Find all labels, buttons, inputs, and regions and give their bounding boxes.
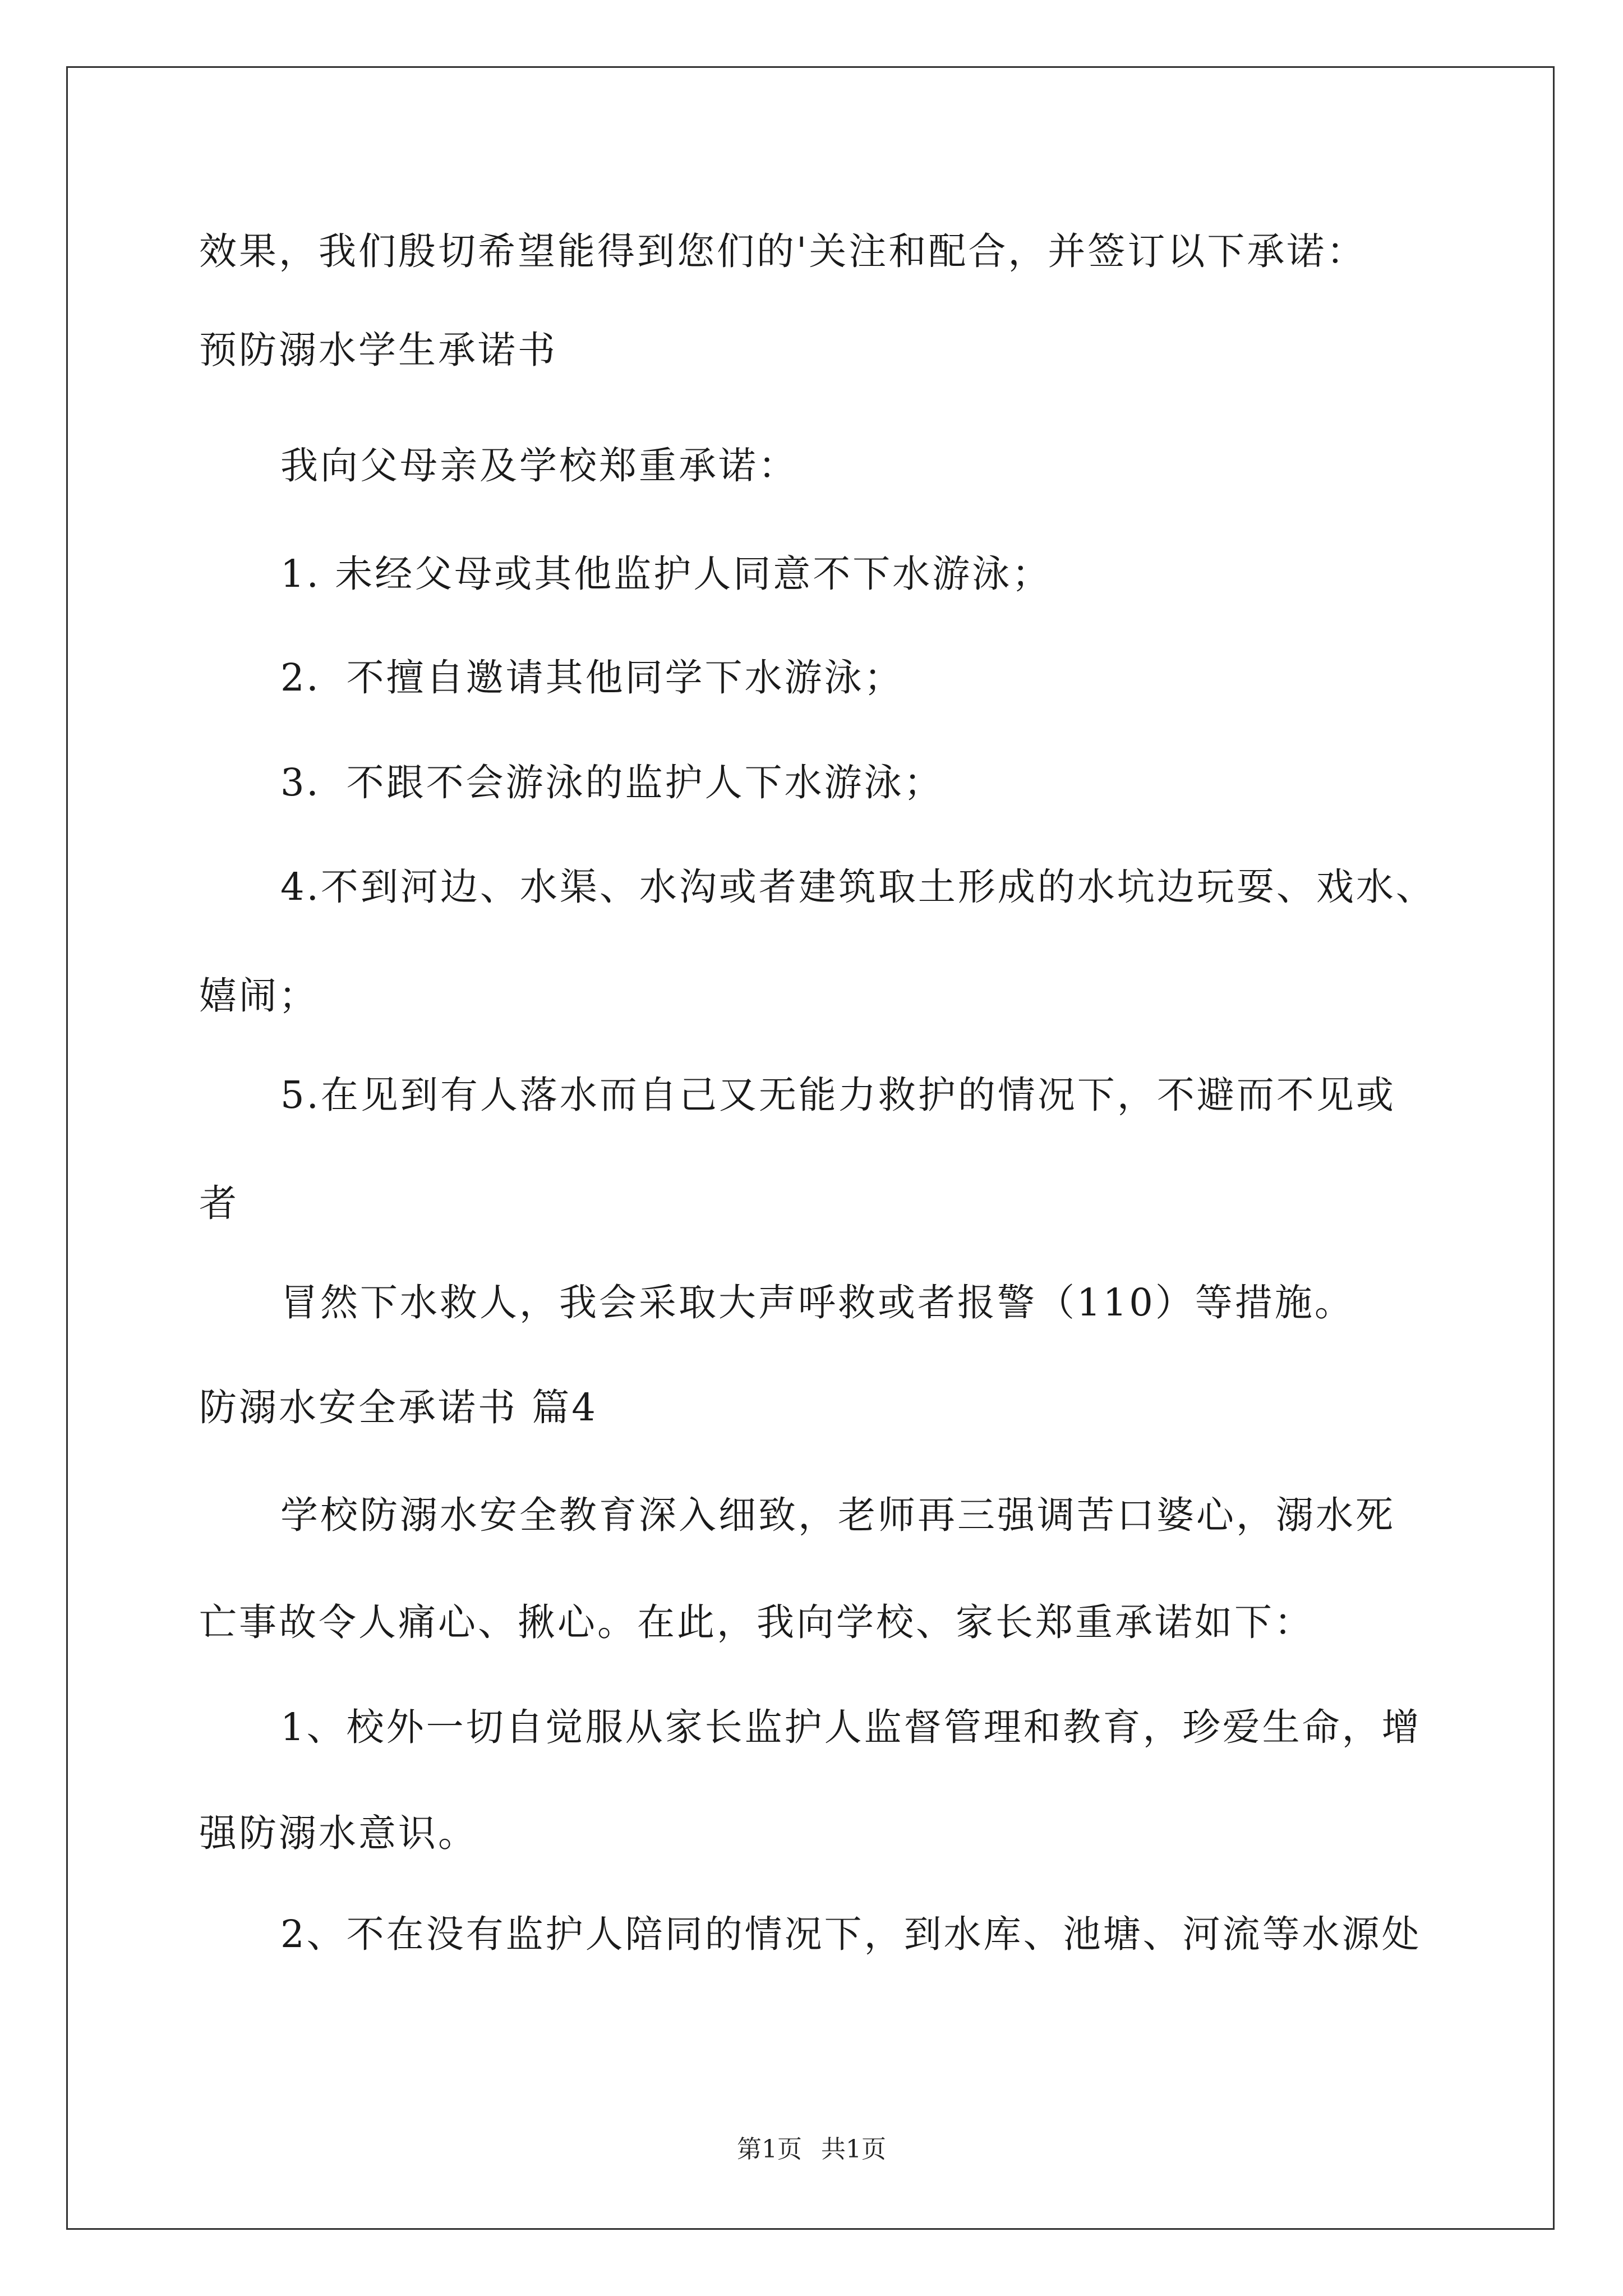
- text-line-6: 3．不跟不会游泳的监护人下水游泳；: [280, 761, 944, 804]
- text-line-4: 1. 未经父母或其他监护人同意不下水游泳；: [280, 552, 1052, 596]
- text-line-10: 者: [199, 1181, 239, 1225]
- page-number: 第1页: [737, 2135, 802, 2164]
- text-line-9: 5.在见到有人落水而自己又无能力救护的情况下，不避而不见或: [280, 1073, 1396, 1117]
- page-total: 共1页: [821, 2135, 886, 2164]
- text-line-14: 亡事故令人痛心、揪心。在此，我向学校、家长郑重承诺如下：: [199, 1600, 1314, 1644]
- text-line-1: 效果，我们殷切希望能得到您们的'关注和配合，并签订以下承诺：: [199, 229, 1367, 273]
- page-footer: [0, 2134, 1623, 2165]
- text-line-13: 学校防溺水安全教育深入细致，老师再三强调苦口婆心，溺水死: [280, 1493, 1395, 1537]
- page-border: [66, 66, 1555, 2230]
- text-line-11: 冒然下水救人，我会采取大声呼救或者报警（110）等措施。: [280, 1281, 1354, 1324]
- text-line-3: 我向父母亲及学校郑重承诺：: [280, 444, 798, 487]
- section-heading: 防溺水安全承诺书 篇4: [199, 1386, 598, 1429]
- text-line-5: 2．不擅自邀请其他同学下水游泳；: [280, 656, 904, 700]
- text-line-7: 4.不到河边、水渠、水沟或者建筑取土形成的水坑边玩耍、戏水、: [280, 865, 1436, 909]
- text-line-17: 2、不在没有监护人陪同的情况下，到水库、池塘、河流等水源处: [280, 1912, 1422, 1956]
- text-line-2: 预防溺水学生承诺书: [199, 328, 557, 372]
- text-line-8: 嬉闹；: [199, 974, 319, 1018]
- text-line-15: 1、校外一切自觉服从家长监护人监督管理和教育，珍爱生命，增: [280, 1705, 1422, 1749]
- text-line-16: 强防溺水意识。: [199, 1811, 478, 1855]
